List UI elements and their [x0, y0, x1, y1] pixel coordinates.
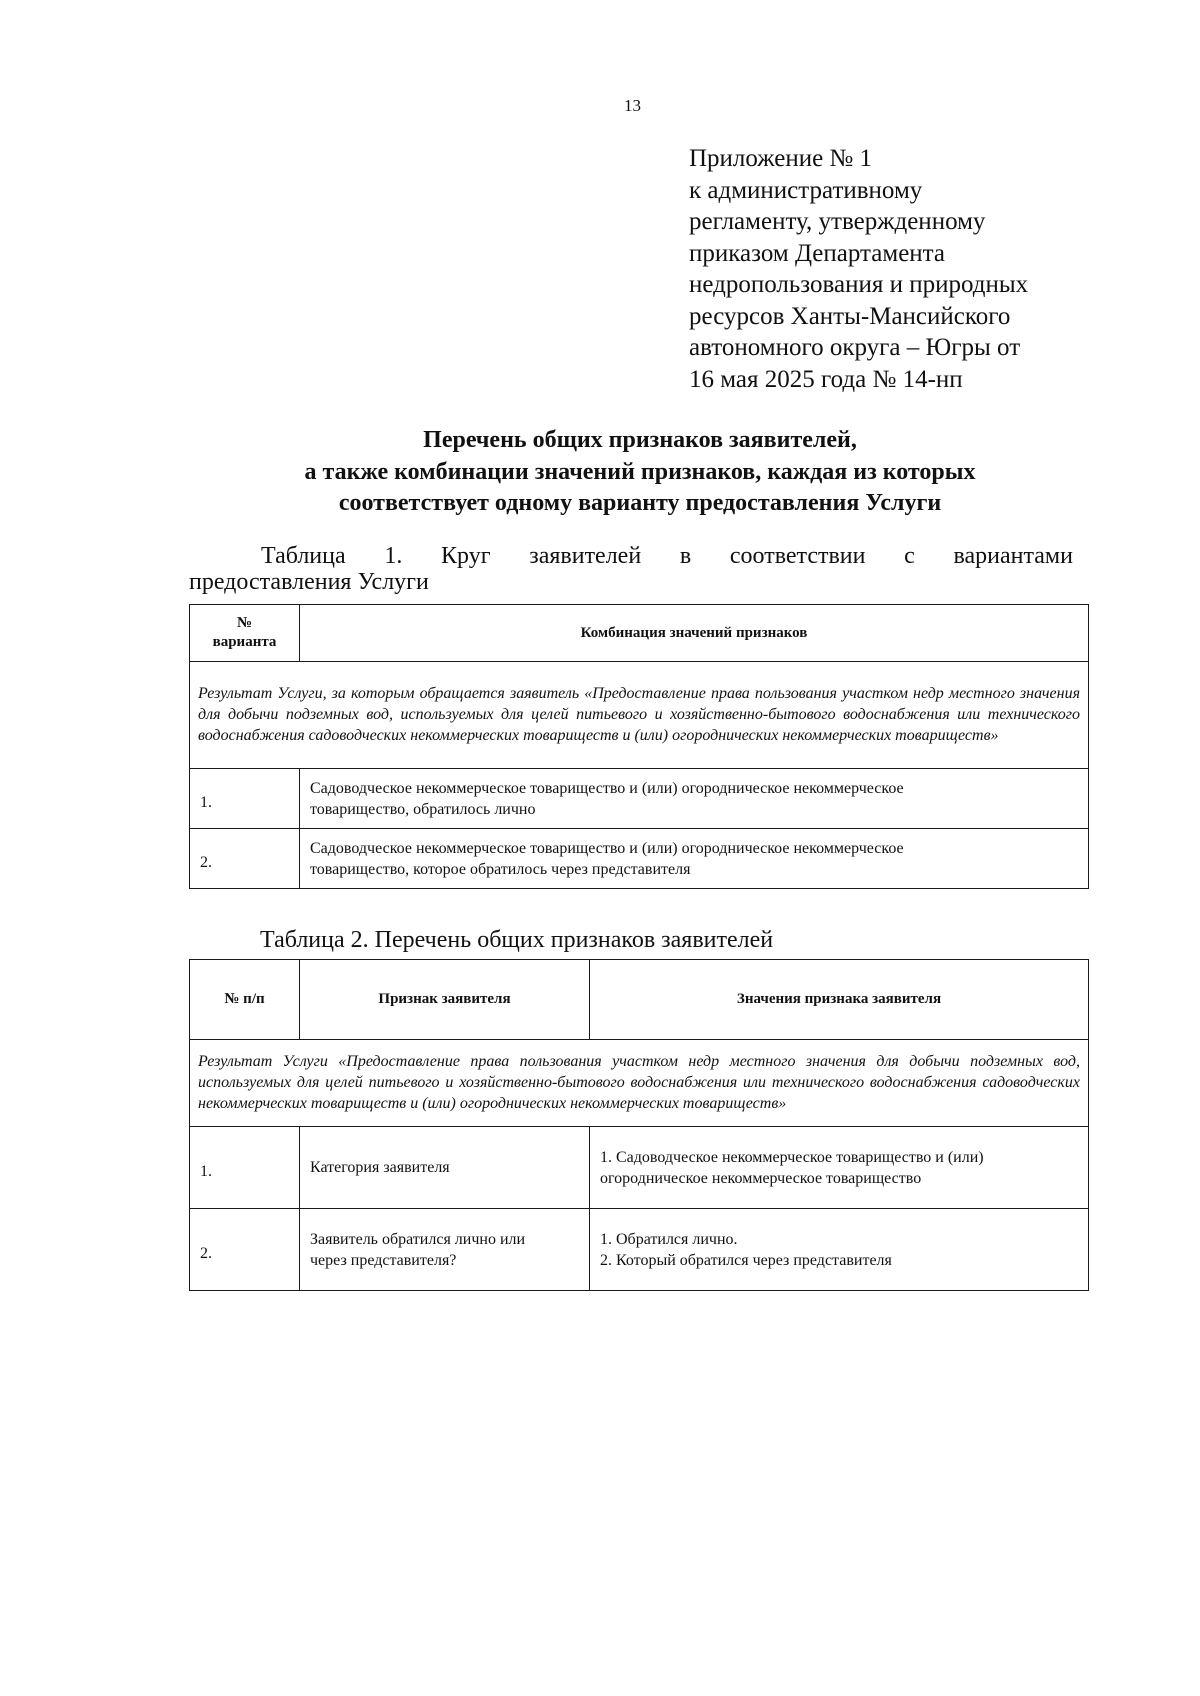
- title-line: соответствует одному варианту предоставления Услуги: [338, 490, 942, 516]
- cell-line: 2. Который обратился через представителя: [600, 1251, 892, 1269]
- caption-word: Круг: [441, 543, 491, 569]
- table1-result-row: [190, 662, 1089, 769]
- row-attribute: [300, 1209, 590, 1291]
- row-combination: [300, 829, 1089, 889]
- table1-header-variant: [190, 605, 300, 662]
- table1: [189, 604, 1089, 889]
- appendix-line: автономного округа – Югры от: [689, 334, 1021, 361]
- cell-line: огородническое некоммерческое товарищество: [600, 1169, 922, 1187]
- appendix-line: приказом Департамента: [689, 239, 945, 267]
- cell-line: Садоводческое некоммерческое товарищество и (или) огородническое некоммерческое: [310, 839, 904, 857]
- title-line: Перечень общих признаков заявителей,: [423, 427, 857, 453]
- header-text: №: [236, 615, 253, 631]
- appendix-block: [689, 143, 1109, 395]
- table2-result-row: [190, 1040, 1089, 1127]
- table2-header-number: № п/п: [190, 960, 300, 1040]
- appendix-line: недропользования и природных: [689, 271, 1029, 298]
- row-number: 1.: [190, 769, 300, 829]
- cell-line: товарищество, которое обратилось через представителя: [310, 860, 691, 878]
- caption-word: заявителей: [529, 543, 642, 569]
- cell-line: 1. Обратился лично.: [600, 1230, 738, 1248]
- cell-line: через представителя?: [310, 1251, 457, 1269]
- appendix-line: 16 мая 2025 года № 14-нп: [689, 365, 963, 393]
- cell-line: Заявитель обратился лично или: [310, 1230, 526, 1248]
- title-line: а также комбинации значений признаков, каждая из которых: [304, 458, 976, 485]
- table2-header-row: [190, 960, 1089, 1040]
- appendix-line: регламенту, утвержденному: [689, 208, 986, 235]
- cell-line: товарищество, обратилось лично: [310, 800, 536, 818]
- caption-word: с: [904, 543, 915, 569]
- row-number: 2.: [190, 1209, 300, 1291]
- table1-result-text: Результат Услуги, за которым обращается заявитель «Предоставление права пользования участком недр местного значения для добычи подземных вод, используемых для целей питьевого и хозяйственно-бытового водоснабжения или технического водоснабжения садоводческих некоммерческих товариществ и (или) огороднических некоммерческих товариществ»: [190, 662, 1089, 769]
- row-combination: [300, 769, 1089, 829]
- table1-caption: [189, 543, 1073, 595]
- cell-line: 1. Садоводческое некоммерческое товарищество и (или): [600, 1148, 984, 1166]
- appendix-line: Приложение № 1: [689, 145, 873, 172]
- row-attribute: [300, 1127, 590, 1209]
- caption-word: в: [679, 543, 692, 569]
- table2-result-text: Результат Услуги «Предоставление права пользования участком недр местного значения для добычи подземных вод, используемых для целей питьевого и хозяйственно-бытового водоснабжения или технического водоснабжения садоводческих некоммерческих товариществ и (или) огороднических некоммерческих товариществ»: [190, 1040, 1089, 1127]
- row-number: 2.: [190, 829, 300, 889]
- table2-header-attribute: Признак заявителя: [300, 960, 590, 1040]
- caption-word: вариантами: [953, 543, 1073, 569]
- table-row: [190, 1127, 1089, 1209]
- table-row: [190, 1209, 1089, 1291]
- document-title: [190, 425, 1090, 520]
- table-row: [190, 769, 1089, 829]
- caption-word: 1.: [384, 543, 403, 569]
- caption-word: соответствии: [729, 543, 866, 569]
- table2-caption: Таблица 2. Перечень общих признаков заявителей: [260, 927, 774, 953]
- row-values: [590, 1127, 1089, 1209]
- table2-header-values: Значения признака заявителя: [590, 960, 1089, 1040]
- table1-header-row: [190, 605, 1089, 662]
- header-text: варианта: [212, 634, 277, 650]
- row-values: [590, 1209, 1089, 1291]
- table1-caption-line1: [189, 543, 1073, 569]
- cell-line: Категория заявителя: [310, 1159, 450, 1176]
- table-row: [190, 829, 1089, 889]
- row-number: 1.: [190, 1127, 300, 1209]
- table2: [189, 959, 1089, 1291]
- caption-word: Таблица: [261, 543, 346, 569]
- appendix-line: к административному: [689, 176, 923, 204]
- appendix-line: ресурсов Ханты-Мансийского: [689, 302, 1011, 330]
- page-number: 13: [624, 96, 641, 115]
- cell-line: Садоводческое некоммерческое товарищество и (или) огородническое некоммерческое: [310, 779, 904, 797]
- table1-caption-line2: предоставления Услуги: [189, 569, 429, 595]
- table1-header-combination: Комбинация значений признаков: [300, 605, 1089, 662]
